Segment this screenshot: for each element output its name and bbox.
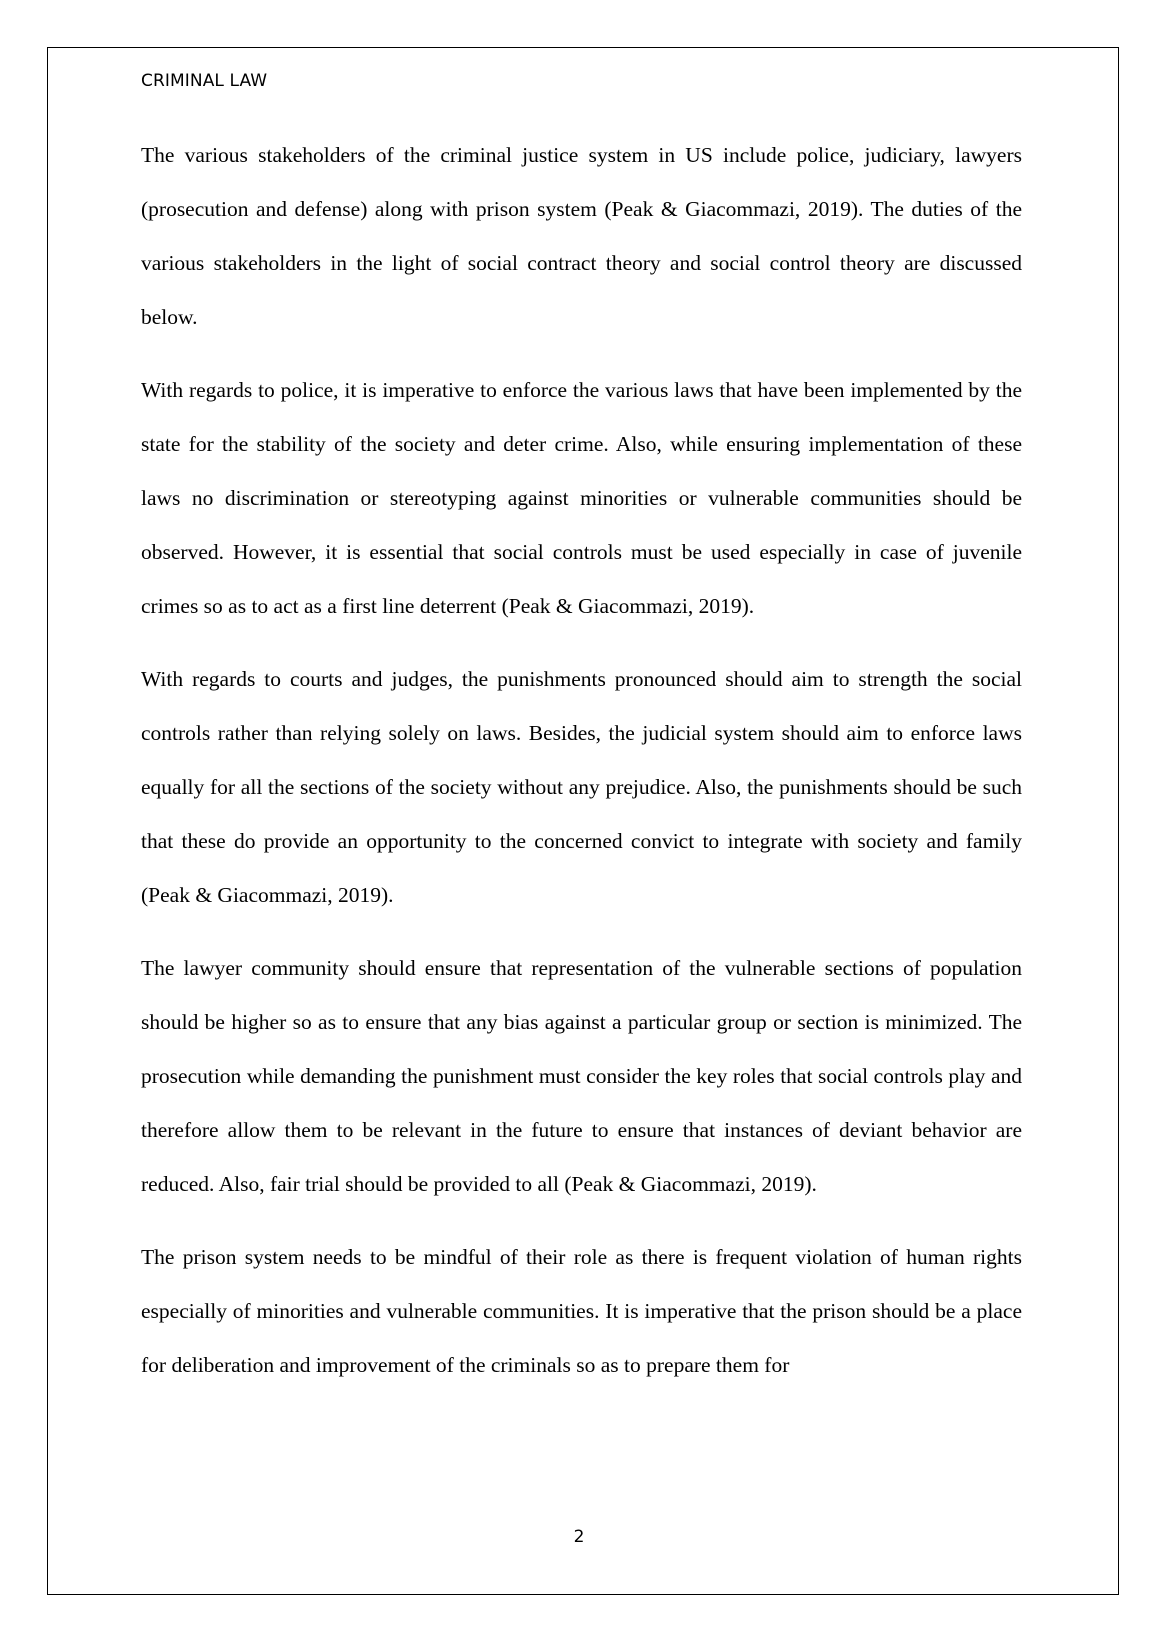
paragraph-prison: The prison system needs to be mindful of their role as there is frequent violation of human rights especially of minorities and vulnerable communities. It is imperative that the prison should be a place for deliberation and improvement of the criminals so as to prepare them for [141,1245,1022,1377]
page-number: 2 [573,1527,585,1547]
paragraph-lawyers: The lawyer community should ensure that representation of the vulnerable sections of population should be higher so as to ensure that any bias against a particular group or section is minimized. The prosecution while demanding the punishment must consider the key roles that social controls play and therefore allow them to be relevant in the future to ensure that instances of deviant behavior are reduced. Also, fair trial should be provided to all (Peak & Giacommazi, 2019). [141,956,1022,1196]
document-body [141,128,1022,1411]
paragraph-courts: With regards to courts and judges, the punishments pronounced should aim to strength the social controls rather than relying solely on laws. Besides, the judicial system should aim to enforce laws equally for all the sections of the society without any prejudice. Also, the punishments should be such that these do provide an opportunity to the concerned convict to integrate with society and family (Peak & Giacommazi, 2019). [141,667,1022,907]
paragraph-police: With regards to police, it is imperative to enforce the various laws that have been implemented by the state for the stability of the society and deter crime. Also, while ensuring implementation of these laws no discrimination or stereotyping against minorities or vulnerable communities should be observed. However, it is essential that social controls must be used especially in case of juvenile crimes so as to act as a first line deterrent (Peak & Giacommazi, 2019). [141,378,1022,618]
paragraph-intro: The various stakeholders of the criminal justice system in US include police, judiciary, lawyers (prosecution and defense) along with prison system (Peak & Giacommazi, 2019). The duties of the various stakeholders in the light of social contract theory and social control theory are discussed below. [141,143,1022,329]
running-head: CRIMINAL LAW [141,71,268,91]
